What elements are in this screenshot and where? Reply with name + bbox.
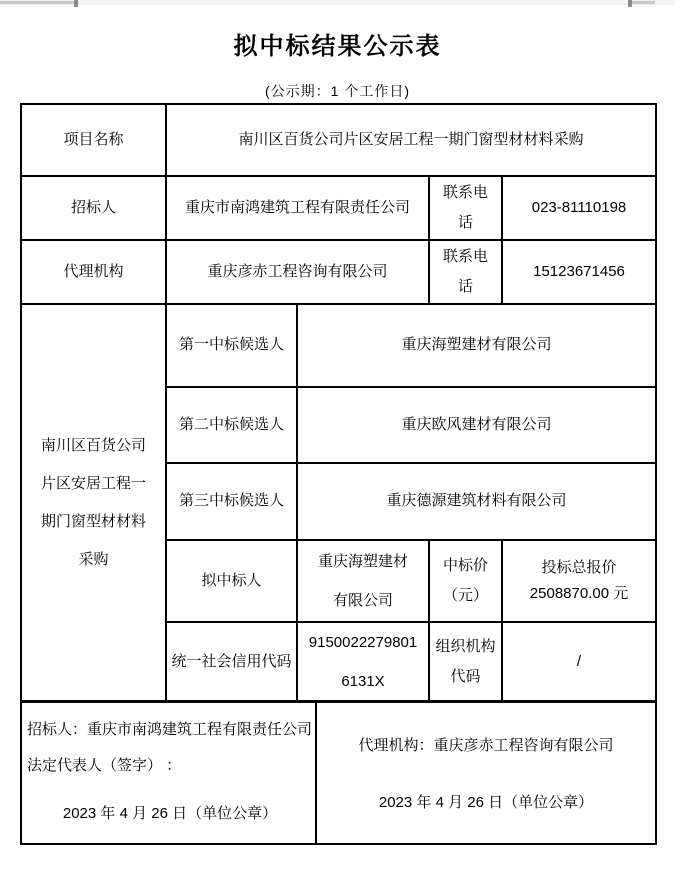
- page-edge-right: [629, 1, 655, 4]
- agency-label: 代理机构: [21, 240, 166, 304]
- tenderer-signature-date: 2023 年 4 月 26 日（单位公章）: [62, 805, 278, 822]
- page-title: 拟中标结果公示表: [233, 33, 442, 60]
- bid-price-label: [429, 540, 502, 622]
- tenderer-phone-label: [429, 176, 502, 240]
- agency-phone-label: [429, 240, 502, 304]
- bid-price-label-line2: （元）: [442, 587, 488, 604]
- tenderer-phone-value: 023-81110198: [502, 176, 656, 240]
- org-code-value: /: [502, 622, 656, 702]
- candidate-1-label: 第一中标候选人: [166, 304, 297, 387]
- winner-label: 拟中标人: [166, 540, 297, 622]
- project-name-value: 南川区百货公司片区安居工程一期门窗型材材料采购: [166, 104, 656, 176]
- winner-value: 重庆海塑建材有限公司: [297, 540, 429, 622]
- agency-signature-date: 2023 年 4 月 26 日（单位公章）: [378, 793, 594, 811]
- credit-code-label: 统一社会信用代码: [166, 622, 297, 702]
- legal-representative-line: 法定代表人（签字） ：: [27, 757, 182, 774]
- project-name-label: 项目名称: [21, 104, 166, 176]
- tenderer-label: 招标人: [21, 176, 166, 240]
- page-edge-left: [0, 1, 76, 4]
- signature-row: [21, 701, 656, 844]
- credit-code-value: 91500222798016131X: [297, 622, 429, 702]
- tenderer-value: 重庆市南鸿建筑工程有限责任公司: [166, 176, 429, 240]
- agency-signature-cell: [316, 701, 656, 844]
- tenderer-signature-cell: [21, 701, 316, 844]
- org-code-label-text: 组织机构代码: [435, 638, 496, 685]
- tenderer-phone-label-text: 联系电话: [442, 184, 488, 231]
- org-code-label: [429, 622, 502, 702]
- page-edge-strip: [0, 0, 675, 5]
- candidate-1-value: 重庆海塑建材有限公司: [297, 304, 656, 387]
- candidate-2-value: 重庆欧风建材有限公司: [297, 387, 656, 463]
- merged-project-name: 南川区百货公司片区安居工程一期门窗型材材料采购: [21, 304, 166, 702]
- agency-phone-label-text: 联系电话: [442, 248, 488, 295]
- candidate-3-value: 重庆德源建筑材料有限公司: [297, 463, 656, 540]
- bid-price-label-line1: 中标价: [442, 557, 488, 574]
- page-edge-tick-left: [74, 0, 78, 7]
- candidate-3-label: 第三中标候选人: [166, 463, 297, 540]
- agency-value: 重庆彦赤工程咨询有限公司: [166, 240, 429, 304]
- candidate-2-label: 第二中标候选人: [166, 387, 297, 463]
- signature-table: [20, 700, 657, 845]
- tenderer-signature-name: 招标人：重庆市南鸿建筑工程有限责任公司: [27, 721, 313, 738]
- bid-price-value-line1: 投标总报价: [541, 558, 617, 576]
- row-project: [21, 104, 656, 176]
- agency-signature-name: 代理机构：重庆彦赤工程咨询有限公司: [358, 737, 614, 754]
- bid-price-value-line2: 2508870.00 元: [529, 585, 629, 602]
- agency-phone-value: 15123671456: [502, 240, 656, 304]
- row-agency: [21, 240, 656, 304]
- publicity-period: (公示期：1 个工作日): [265, 83, 410, 99]
- row-candidate-1: [21, 304, 656, 387]
- bid-result-table: [20, 103, 657, 703]
- row-tenderer: [21, 176, 656, 240]
- bid-price-value: [502, 540, 656, 622]
- page-edge-tick-right: [628, 0, 632, 7]
